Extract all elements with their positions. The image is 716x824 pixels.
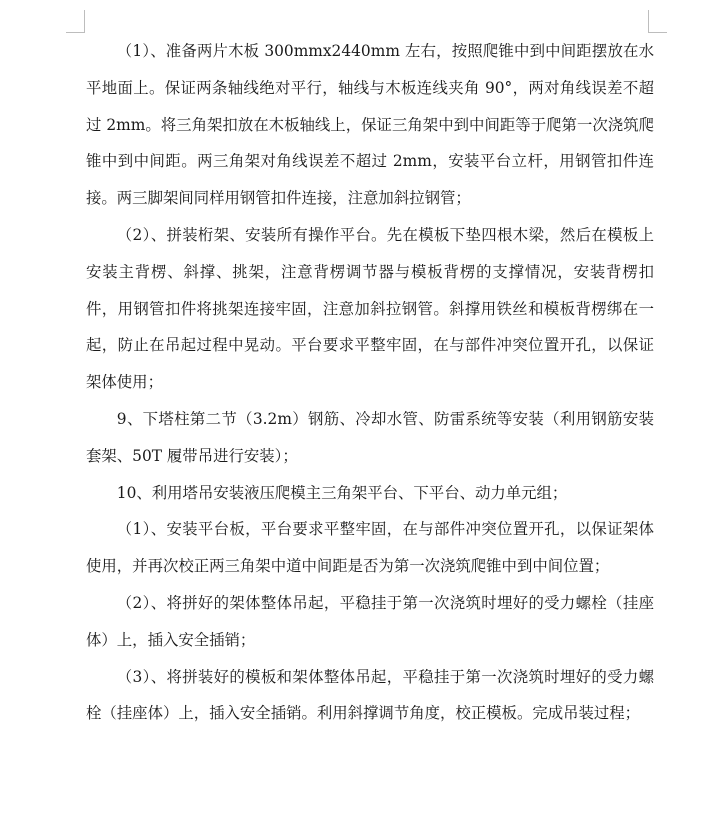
paragraph[interactable]: 10、利用塔吊安装液压爬模主三角架平台、下平台、动力单元组； xyxy=(116,483,568,502)
paragraph[interactable]: （1）、准备两片木板 300mmx2440mm 左右，按照爬锥中到中间距摆放在水平地面上。保证两条轴线绝对平行，轴线与木板连线夹角 90°，两对角线误差不超过 2mm。将三角架扣放在木板轴线上，保证三角架中到中间距等于爬第一次浇筑爬锥中到中间距。两三角架对角线误差不超过 2mm，安装平台立杆，用钢管扣件连接。两三脚架间同样用钢管扣件连接，注意加斜拉钢管； xyxy=(86,42,654,208)
document-body[interactable] xyxy=(86,33,654,732)
paragraph[interactable]: （2）、将拼好的架体整体吊起，平稳挂于第一次浇筑时埋好的受力螺栓（挂座体）上，插入安全插销； xyxy=(86,593,654,649)
margin-corner-mark-top-left xyxy=(66,10,85,33)
paragraph[interactable]: （2）、拼装桁架、安装所有操作平台。先在模板下垫四根木梁，然后在模板上安装主背楞、斜撑、挑架，注意背楞调节器与模板背楞的支撑情况，安装背楞扣件，用钢管扣件将挑架连接牢固，注意加斜拉钢管。斜撑用铁丝和模板背楞绑在一起，防止在吊起过程中晃动。平台要求平整牢固，在与部件冲突位置开孔，以保证架体使用； xyxy=(86,225,654,392)
paragraph[interactable]: （1）、安装平台板，平台要求平整牢固，在与部件冲突位置开孔，以保证架体使用，并再次校正两三角架中道中间距是否为第一次浇筑爬锥中到中间位置； xyxy=(86,520,654,576)
paragraph[interactable]: （3）、将拼装好的模板和架体整体吊起，平稳挂于第一次浇筑时埋好的受力螺栓（挂座体）上，插入安全插销。利用斜撑调节角度，校正模板。完成吊装过程； xyxy=(86,667,654,723)
paragraph[interactable]: 9、下塔柱第二节（3.2m）钢筋、冷却水管、防雷系统等安装（利用钢筋安装套架、50T 履带吊进行安装）； xyxy=(86,409,654,465)
margin-corner-mark-top-right xyxy=(648,10,667,33)
